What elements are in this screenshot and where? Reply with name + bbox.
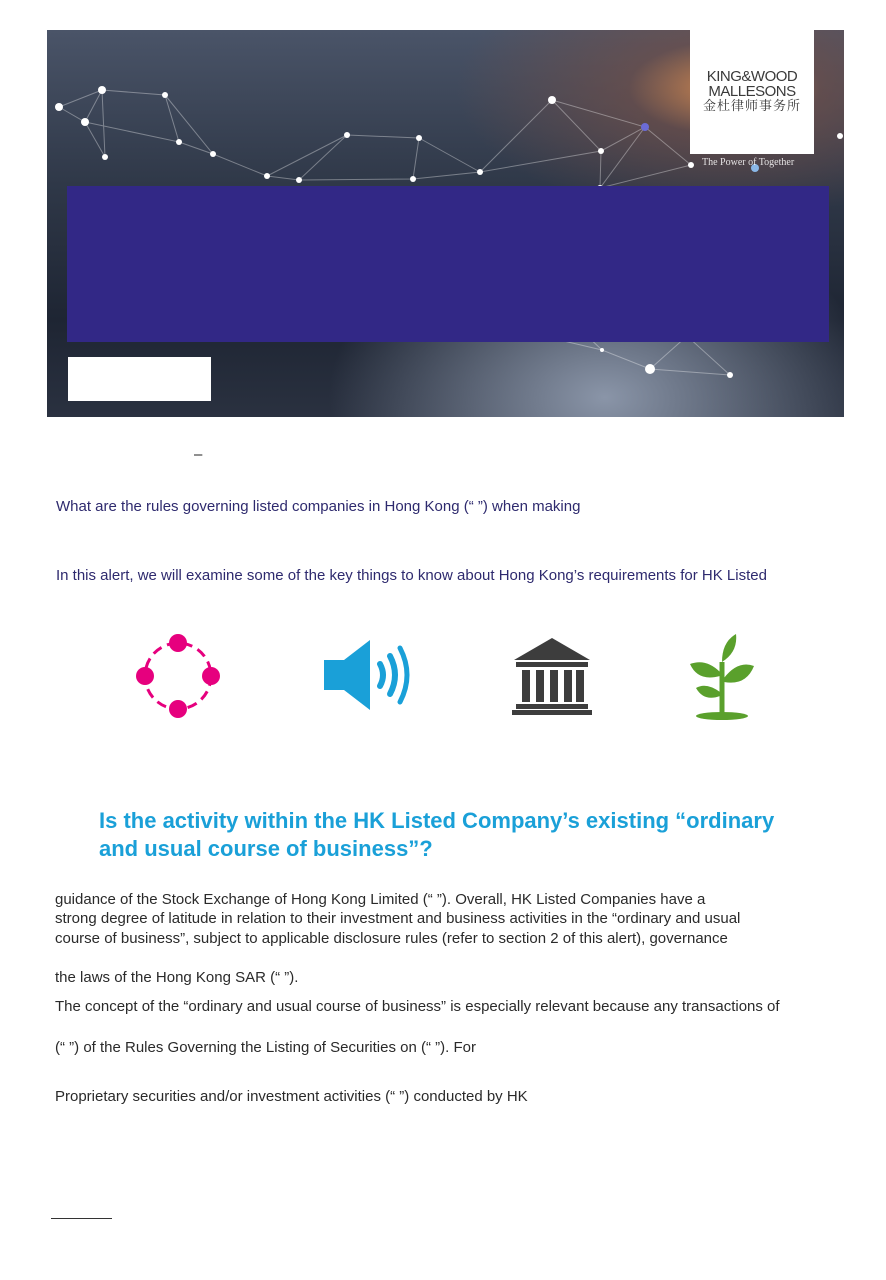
- plant-sprout-icon: [688, 632, 756, 720]
- logo-wordmark-line1: KING&WOOD: [706, 68, 798, 85]
- company-logo: [690, 30, 814, 154]
- logo-chinese-name: 金杜律师事务所: [702, 99, 801, 114]
- speaker-icon: [322, 638, 412, 712]
- circle-network-icon: [134, 632, 222, 720]
- body-line: strong degree of latitude in relation to their investment and business activities in the “ordinary and usual: [55, 910, 741, 927]
- body-line: Proprietary securities and/or investment activities (“ ”) conducted by HK: [55, 1088, 528, 1105]
- section-heading-line2: and usual course of business”?: [99, 836, 433, 861]
- date-label-box: [68, 357, 211, 401]
- body-line: (“ ”) of the Rules Governing the Listing of Securities on (“ ”). For: [55, 1039, 476, 1056]
- logo-tagline: The Power of Together: [702, 157, 795, 168]
- subtitle-dash: –: [194, 446, 203, 463]
- title-panel: [67, 186, 829, 342]
- body-line: The concept of the “ordinary and usual course of business” is especially relevant because any transactions of: [55, 998, 780, 1015]
- footnote-divider: [51, 1218, 112, 1219]
- body-line: guidance of the Stock Exchange of Hong Kong Limited (“ ”). Overall, HK Listed Companies have a: [55, 891, 706, 908]
- bank-building-icon: [510, 636, 594, 716]
- logo-wordmark-line2: MALLESONS: [708, 83, 796, 100]
- intro-line-1: What are the rules governing listed companies in Hong Kong (“ ”) when making: [56, 498, 581, 515]
- body-line: course of business”, subject to applicable disclosure rules (refer to section 2 of this alert), governance: [55, 930, 728, 947]
- section-heading: [99, 807, 829, 863]
- hero-banner: [47, 30, 844, 417]
- intro-line-2: In this alert, we will examine some of the key things to know about Hong Kong’s requirements for HK Listed: [56, 567, 767, 584]
- body-line: the laws of the Hong Kong SAR (“ ”).: [55, 969, 299, 986]
- section-heading-line1: Is the activity within the HK Listed Company’s existing “ordinary: [99, 808, 775, 833]
